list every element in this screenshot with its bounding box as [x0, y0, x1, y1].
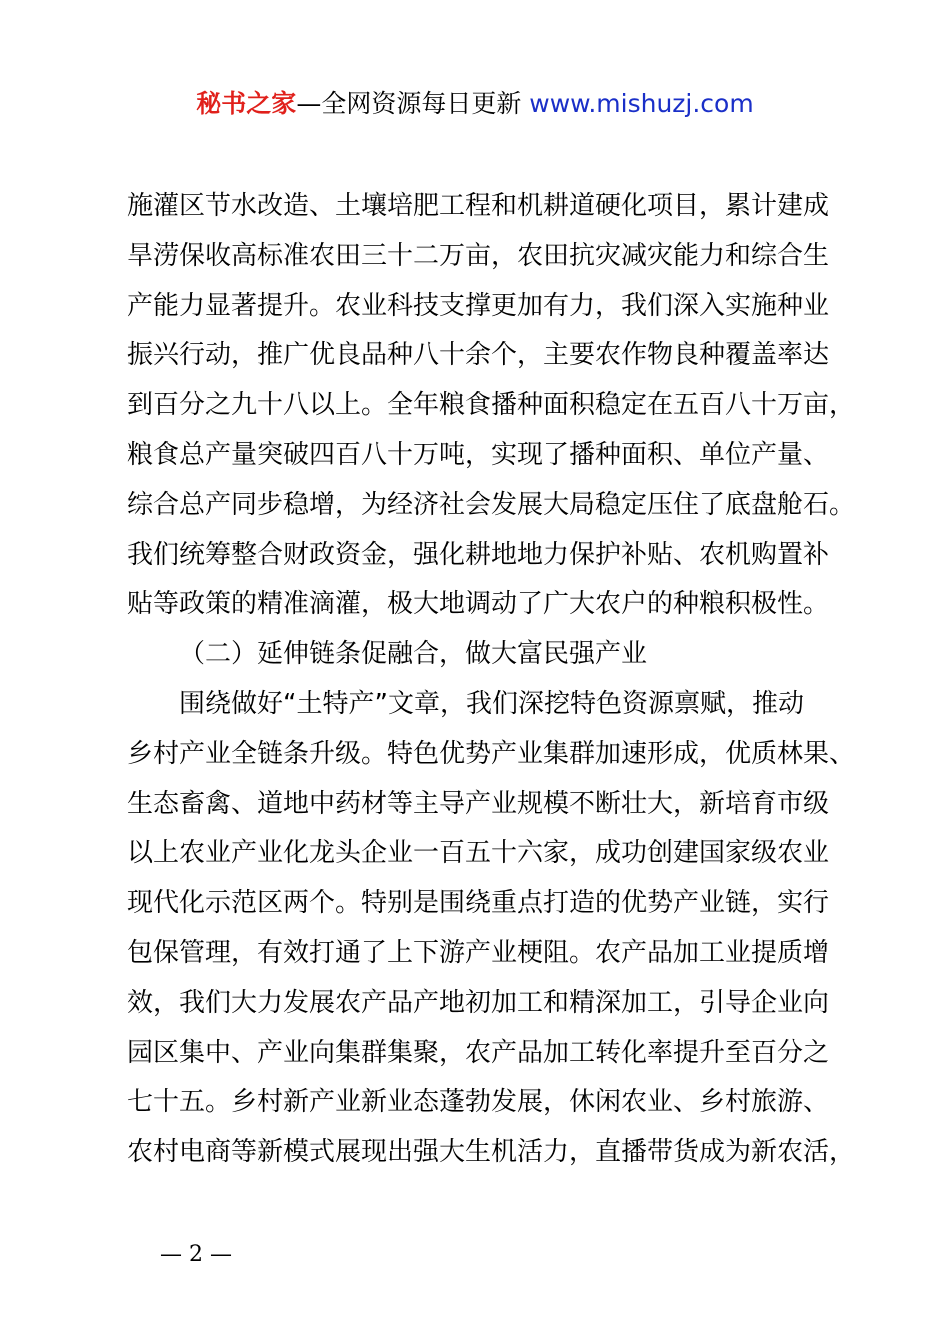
- header-url: www.mishuzj.com: [529, 89, 754, 118]
- text-line: 农村电商等新模式展现出强大生机活力，直播带货成为新农活，: [127, 1137, 856, 1168]
- document-body: [127, 182, 856, 1178]
- text-line: 乡村产业全链条升级。特色优势产业集群加速形成，优质林果、: [127, 738, 856, 769]
- text-line: 生态畜禽、道地中药材等主导产业规模不断壮大，新培育市级: [127, 788, 830, 819]
- text-line: 以上农业产业化龙头企业一百五十六家，成功创建国家级农业: [127, 838, 830, 869]
- text-line: 园区集中、产业向集群集聚，农产品加工转化率提升至百分之: [127, 1037, 830, 1068]
- text-line: 施灌区节水改造、土壤培肥工程和机耕道硬化项目，累计建成: [127, 191, 830, 221]
- text-line: 到百分之九十八以上。全年粮食播种面积稳定在五百八十万亩，: [127, 390, 856, 421]
- page-number: — 2 —: [160, 1242, 232, 1267]
- text-line: 现代化示范区两个。特别是围绕重点打造的优势产业链，实行: [127, 888, 830, 919]
- text-line: 包保管理，有效打通了上下游产业梗阻。农产品加工业提质增: [127, 937, 830, 968]
- text-line: 我们统筹整合财政资金，强化耕地地力保护补贴、农机购置补: [127, 539, 830, 570]
- text-line: 旱涝保收高标准农田三十二万亩，农田抗灾减灾能力和综合生: [127, 240, 830, 271]
- paragraph-start: 围绕做好“土特产”文章，我们深挖特色资源禀赋，推动: [179, 688, 804, 719]
- section-heading: （二）延伸链条促融合，做大富民强产业: [179, 639, 648, 670]
- site-header: [0, 86, 950, 122]
- text-line: 效，我们大力发展农产品产地初加工和精深加工，引导企业向: [127, 987, 830, 1018]
- brand-name: 秘书之家: [196, 89, 297, 118]
- text-line: 贴等政策的精准滴灌，极大地调动了广大农户的种粮积极性。: [127, 589, 830, 620]
- header-slogan: —全网资源每日更新: [296, 89, 522, 118]
- text-line: 振兴行动，推广优良品种八十余个，主要农作物良种覆盖率达: [127, 340, 830, 371]
- text-line: 粮食总产量突破四百八十万吨，实现了播种面积、单位产量、: [127, 439, 830, 470]
- text-line: 七十五。乡村新产业新业态蓬勃发展，休闲农业、乡村旅游、: [127, 1087, 830, 1118]
- text-line: 产能力显著提升。农业科技支撑更加有力，我们深入实施种业: [127, 290, 830, 321]
- text-line: 综合总产同步稳增，为经济社会发展大局稳定压住了底盘舱石。: [127, 489, 856, 520]
